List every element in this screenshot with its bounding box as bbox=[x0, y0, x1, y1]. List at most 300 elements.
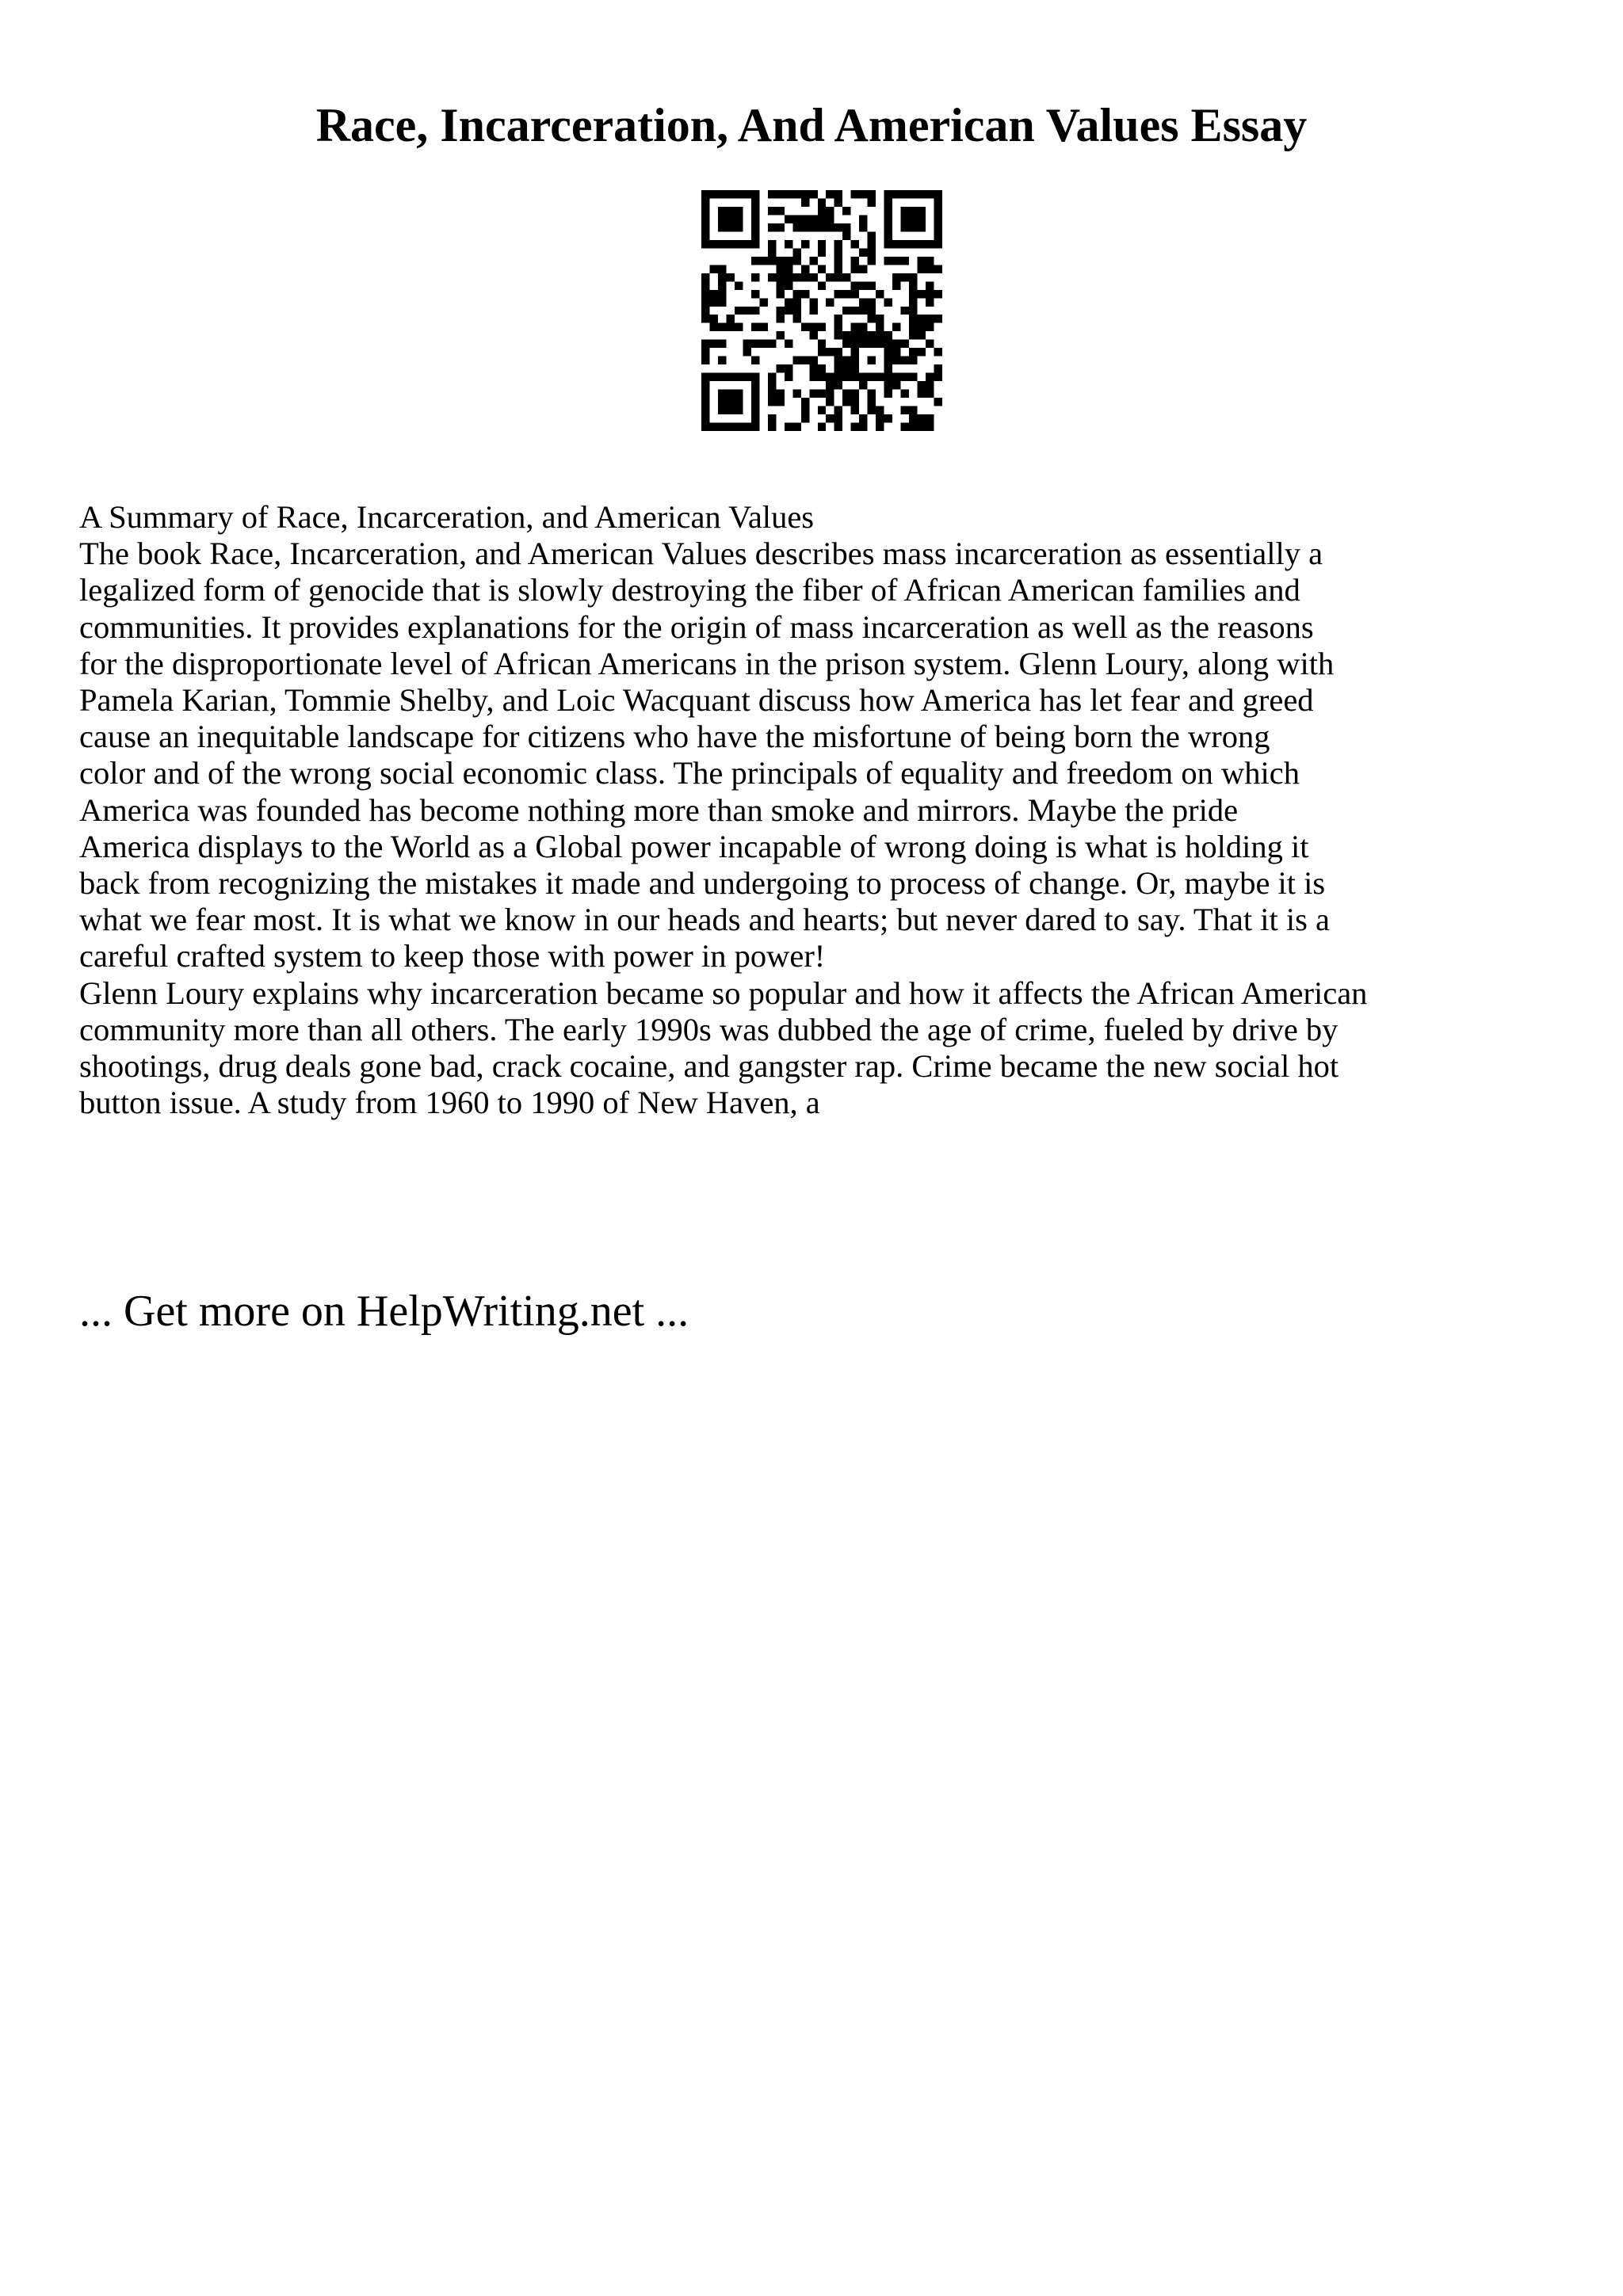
qr-module bbox=[901, 307, 909, 315]
qr-module bbox=[701, 298, 709, 306]
qr-module bbox=[818, 265, 826, 273]
qr-module bbox=[792, 273, 800, 281]
qr-module bbox=[709, 323, 717, 331]
qr-module bbox=[892, 340, 900, 348]
qr-module bbox=[768, 248, 776, 256]
qr-module bbox=[934, 198, 942, 206]
essay-line: back from recognizing the mistakes it made and undergoing to process of change. Or, maybe it is bbox=[79, 865, 1326, 902]
qr-module bbox=[768, 240, 776, 248]
essay-body bbox=[79, 499, 1585, 1121]
qr-module bbox=[934, 290, 942, 298]
qr-module bbox=[701, 207, 709, 215]
qr-module bbox=[751, 406, 759, 414]
qr-module bbox=[884, 215, 892, 223]
qr-module bbox=[868, 190, 876, 198]
qr-module bbox=[892, 281, 900, 289]
qr-module bbox=[801, 198, 809, 206]
qr-module bbox=[868, 357, 876, 364]
qr-module bbox=[892, 323, 900, 331]
qr-module bbox=[701, 406, 709, 414]
qr-module bbox=[934, 315, 942, 322]
qr-module bbox=[842, 398, 850, 406]
qr-module bbox=[826, 348, 834, 356]
qr-module bbox=[826, 373, 834, 381]
qr-module bbox=[909, 281, 917, 289]
essay-line: for the disproportionate level of African Americans in the prison system. Glenn Loury, along with bbox=[79, 645, 1335, 681]
qr-module bbox=[701, 373, 709, 381]
qr-module bbox=[901, 215, 909, 223]
qr-module bbox=[726, 390, 734, 398]
qr-module bbox=[901, 223, 909, 231]
qr-module bbox=[726, 207, 734, 215]
qr-module bbox=[918, 223, 926, 231]
qr-module bbox=[868, 340, 876, 348]
qr-module bbox=[751, 207, 759, 215]
qr-module bbox=[785, 273, 792, 281]
qr-module bbox=[776, 315, 784, 322]
qr-module bbox=[868, 398, 876, 406]
qr-module bbox=[868, 231, 876, 239]
qr-module bbox=[809, 390, 817, 398]
qr-module bbox=[818, 373, 826, 381]
essay-line: what we fear most. It is what we know in our heads and hearts; but never dared to say. That it is a bbox=[79, 902, 1330, 938]
qr-module bbox=[918, 348, 926, 356]
qr-module bbox=[818, 390, 826, 398]
qr-module bbox=[792, 298, 800, 306]
qr-module bbox=[718, 290, 726, 298]
qr-module bbox=[726, 423, 734, 431]
qr-module bbox=[743, 340, 750, 348]
qr-module bbox=[801, 190, 809, 198]
qr-module bbox=[892, 348, 900, 356]
qr-module bbox=[826, 190, 834, 198]
qr-module bbox=[859, 190, 867, 198]
qr-module bbox=[776, 273, 784, 281]
qr-module bbox=[818, 348, 826, 356]
qr-module bbox=[818, 340, 826, 348]
qr-module bbox=[851, 398, 859, 406]
qr-module bbox=[785, 340, 792, 348]
qr-module bbox=[851, 323, 859, 331]
qr-module bbox=[934, 190, 942, 198]
qr-module bbox=[892, 273, 900, 281]
qr-module bbox=[809, 364, 817, 372]
qr-module bbox=[818, 198, 826, 206]
qr-module bbox=[809, 307, 817, 315]
qr-module bbox=[918, 215, 926, 223]
qr-module bbox=[842, 340, 850, 348]
qr-module bbox=[851, 390, 859, 398]
qr-module bbox=[826, 381, 834, 389]
qr-module bbox=[701, 315, 709, 322]
qr-module bbox=[834, 198, 842, 206]
qr-module bbox=[768, 373, 776, 381]
qr-module bbox=[926, 190, 934, 198]
qr-module bbox=[884, 223, 892, 231]
qr-module bbox=[818, 215, 826, 223]
qr-module bbox=[842, 364, 850, 372]
qr-module bbox=[701, 290, 709, 298]
qr-module bbox=[785, 281, 792, 289]
qr-module bbox=[709, 190, 717, 198]
qr-module bbox=[726, 373, 734, 381]
qr-module bbox=[918, 315, 926, 322]
qr-module bbox=[859, 265, 867, 273]
qr-module bbox=[792, 290, 800, 298]
qr-module bbox=[901, 207, 909, 215]
qr-module bbox=[884, 357, 892, 364]
qr-module bbox=[751, 357, 759, 364]
qr-module bbox=[768, 273, 776, 281]
qr-module bbox=[751, 240, 759, 248]
qr-module bbox=[884, 414, 892, 422]
qr-module bbox=[785, 190, 792, 198]
qr-module bbox=[834, 406, 842, 414]
qr-module bbox=[809, 357, 817, 364]
qr-module bbox=[818, 423, 826, 431]
qr-module bbox=[876, 331, 884, 339]
qr-module bbox=[726, 406, 734, 414]
qr-module bbox=[718, 298, 726, 306]
qr-module bbox=[868, 406, 876, 414]
qr-module bbox=[868, 315, 876, 322]
qr-module bbox=[776, 190, 784, 198]
qr-module bbox=[868, 373, 876, 381]
qr-module bbox=[834, 357, 842, 364]
qr-module bbox=[834, 348, 842, 356]
qr-module bbox=[851, 240, 859, 248]
qr-module bbox=[918, 240, 926, 248]
qr-module bbox=[701, 348, 709, 356]
qr-module bbox=[801, 265, 809, 273]
qr-module bbox=[735, 281, 743, 289]
qr-module bbox=[934, 373, 942, 381]
qr-module bbox=[851, 265, 859, 273]
qr-module bbox=[901, 423, 909, 431]
qr-module bbox=[909, 348, 917, 356]
qr-module bbox=[776, 281, 784, 289]
qr-module bbox=[709, 265, 717, 273]
qr-module bbox=[701, 340, 709, 348]
qr-module bbox=[735, 423, 743, 431]
qr-module bbox=[701, 240, 709, 248]
qr-module bbox=[718, 207, 726, 215]
qr-module bbox=[776, 223, 784, 231]
qr-module bbox=[735, 323, 743, 331]
essay-line: Glenn Loury explains why incarceration became so popular and how it affects the African American bbox=[79, 974, 1368, 1011]
qr-module bbox=[926, 281, 934, 289]
qr-module bbox=[792, 223, 800, 231]
qr-module bbox=[876, 340, 884, 348]
qr-module bbox=[735, 307, 743, 315]
qr-module bbox=[926, 257, 934, 265]
qr-module bbox=[884, 207, 892, 215]
qr-module bbox=[909, 273, 917, 281]
qr-module bbox=[884, 190, 892, 198]
qr-module bbox=[751, 390, 759, 398]
qr-module bbox=[892, 257, 900, 265]
qr-module bbox=[901, 273, 909, 281]
qr-module bbox=[701, 273, 709, 281]
essay-line: button issue. A study from 1960 to 1990 of New Haven, a bbox=[79, 1085, 820, 1121]
qr-module bbox=[851, 340, 859, 348]
qr-module bbox=[868, 198, 876, 206]
qr-module bbox=[768, 381, 776, 389]
qr-module bbox=[892, 373, 900, 381]
qr-module bbox=[809, 190, 817, 198]
qr-module bbox=[892, 357, 900, 364]
qr-module bbox=[809, 323, 817, 331]
qr-module bbox=[751, 414, 759, 422]
qr-module bbox=[801, 273, 809, 281]
qr-module bbox=[701, 190, 709, 198]
qr-module bbox=[884, 331, 892, 339]
qr-module bbox=[759, 323, 767, 331]
qr-module bbox=[884, 257, 892, 265]
qr-module bbox=[801, 357, 809, 364]
qr-module bbox=[918, 381, 926, 389]
qr-module bbox=[834, 248, 842, 256]
qr-module bbox=[868, 298, 876, 306]
qr-module bbox=[701, 398, 709, 406]
qr-module bbox=[842, 207, 850, 215]
qr-module bbox=[701, 281, 709, 289]
qr-module bbox=[876, 406, 884, 414]
qr-module bbox=[918, 423, 926, 431]
get-more-link[interactable]: ... Get more on HelpWriting.net ... bbox=[79, 1287, 689, 1336]
qr-module bbox=[834, 190, 842, 198]
qr-module bbox=[792, 257, 800, 265]
qr-module bbox=[834, 373, 842, 381]
qr-module bbox=[909, 307, 917, 315]
qr-module bbox=[751, 381, 759, 389]
qr-module bbox=[842, 331, 850, 339]
qr-module bbox=[834, 323, 842, 331]
qr-module bbox=[826, 298, 834, 306]
qr-module bbox=[909, 406, 917, 414]
qr-module bbox=[743, 190, 750, 198]
qr-module bbox=[884, 348, 892, 356]
qr-module bbox=[884, 231, 892, 239]
qr-module bbox=[801, 414, 809, 422]
qr-module bbox=[726, 323, 734, 331]
qr-module bbox=[859, 323, 867, 331]
qr-module bbox=[735, 223, 743, 231]
qr-module bbox=[884, 340, 892, 348]
qr-module bbox=[859, 298, 867, 306]
qr-module bbox=[826, 207, 834, 215]
qr-module bbox=[934, 215, 942, 223]
qr-module bbox=[809, 298, 817, 306]
qr-module bbox=[884, 298, 892, 306]
qr-module bbox=[851, 331, 859, 339]
qr-module bbox=[701, 198, 709, 206]
qr-module bbox=[868, 307, 876, 315]
qr-module bbox=[851, 348, 859, 356]
qr-module bbox=[909, 215, 917, 223]
qr-module bbox=[785, 307, 792, 315]
qr-module bbox=[809, 215, 817, 223]
qr-module bbox=[751, 398, 759, 406]
qr-module bbox=[926, 315, 934, 322]
qr-module bbox=[926, 265, 934, 273]
qr-module bbox=[751, 215, 759, 223]
qr-module bbox=[776, 398, 784, 406]
qr-module bbox=[718, 265, 726, 273]
qr-module bbox=[909, 423, 917, 431]
qr-module bbox=[751, 323, 759, 331]
qr-module bbox=[743, 240, 750, 248]
qr-module bbox=[859, 414, 867, 422]
qr-module bbox=[842, 273, 850, 281]
qr-module bbox=[785, 373, 792, 381]
qr-module bbox=[726, 240, 734, 248]
qr-module bbox=[759, 340, 767, 348]
qr-module bbox=[818, 323, 826, 331]
qr-module bbox=[909, 298, 917, 306]
qr-module bbox=[918, 290, 926, 298]
qr-module bbox=[909, 290, 917, 298]
qr-module bbox=[751, 231, 759, 239]
qr-module bbox=[785, 240, 792, 248]
qr-module bbox=[809, 373, 817, 381]
qr-module bbox=[851, 290, 859, 298]
qr-module bbox=[859, 248, 867, 256]
qr-module bbox=[876, 423, 884, 431]
qr-module bbox=[842, 390, 850, 398]
qr-module bbox=[776, 290, 784, 298]
qr-module bbox=[884, 198, 892, 206]
qr-module bbox=[884, 381, 892, 389]
qr-module bbox=[842, 223, 850, 231]
qr-module bbox=[792, 423, 800, 431]
qr-module bbox=[701, 223, 709, 231]
qr-module bbox=[785, 265, 792, 273]
qr-module bbox=[768, 340, 776, 348]
qr-module bbox=[909, 190, 917, 198]
qr-module bbox=[926, 340, 934, 348]
qr-module bbox=[892, 381, 900, 389]
qr-module bbox=[834, 290, 842, 298]
qr-module bbox=[868, 390, 876, 398]
essay-line: legalized form of genocide that is slowly destroying the fiber of African American families and bbox=[79, 572, 1300, 608]
qr-module bbox=[901, 240, 909, 248]
qr-module bbox=[735, 373, 743, 381]
qr-module bbox=[792, 390, 800, 398]
qr-module bbox=[842, 373, 850, 381]
qr-module bbox=[818, 207, 826, 215]
qr-module bbox=[834, 423, 842, 431]
qr-module bbox=[876, 323, 884, 331]
qr-module bbox=[809, 257, 817, 265]
qr-module bbox=[926, 298, 934, 306]
qr-module bbox=[792, 248, 800, 256]
qr-module bbox=[801, 215, 809, 223]
qr-module bbox=[926, 423, 934, 431]
qr-module bbox=[718, 273, 726, 281]
qr-module bbox=[909, 373, 917, 381]
qr-module bbox=[859, 373, 867, 381]
qr-module bbox=[718, 190, 726, 198]
qr-module bbox=[901, 357, 909, 364]
qr-module bbox=[851, 257, 859, 265]
qr-module bbox=[718, 423, 726, 431]
qr-module bbox=[726, 398, 734, 406]
qr-module bbox=[884, 390, 892, 398]
qr-module bbox=[735, 406, 743, 414]
qr-module bbox=[851, 406, 859, 414]
qr-module bbox=[701, 231, 709, 239]
qr-module bbox=[926, 390, 934, 398]
qr-module bbox=[934, 231, 942, 239]
qr-module bbox=[709, 298, 717, 306]
qr-module bbox=[884, 364, 892, 372]
essay-line: careful crafted system to keep those with power in power! bbox=[79, 938, 826, 974]
qr-module bbox=[709, 340, 717, 348]
qr-module bbox=[735, 215, 743, 223]
qr-module bbox=[918, 207, 926, 215]
qr-module bbox=[868, 257, 876, 265]
qr-module bbox=[842, 357, 850, 364]
qr-module bbox=[901, 390, 909, 398]
qr-module bbox=[768, 190, 776, 198]
qr-module bbox=[901, 257, 909, 265]
qr-module bbox=[809, 223, 817, 231]
qr-module bbox=[776, 207, 784, 215]
qr-module bbox=[868, 331, 876, 339]
qr-module bbox=[926, 240, 934, 248]
qr-module bbox=[926, 381, 934, 389]
qr-module bbox=[785, 257, 792, 265]
qr-module bbox=[785, 423, 792, 431]
essay-line: Pamela Karian, Tommie Shelby, and Loic Wacquant discuss how America has let fear and greed bbox=[79, 682, 1314, 719]
qr-module bbox=[718, 281, 726, 289]
essay-line: America was founded has become nothing more than smoke and mirrors. Maybe the pride bbox=[79, 791, 1239, 828]
qr-module bbox=[735, 190, 743, 198]
qr-module bbox=[876, 414, 884, 422]
qr-module bbox=[934, 348, 942, 356]
qr-module bbox=[934, 364, 942, 372]
qr-module bbox=[834, 381, 842, 389]
qr-module bbox=[726, 315, 734, 322]
qr-module bbox=[809, 273, 817, 281]
qr-module bbox=[918, 190, 926, 198]
qr-module bbox=[701, 215, 709, 223]
qr-module bbox=[918, 414, 926, 422]
qr-module bbox=[701, 423, 709, 431]
qr-module bbox=[851, 281, 859, 289]
qr-module bbox=[826, 223, 834, 231]
qr-module bbox=[859, 423, 867, 431]
qr-module bbox=[751, 198, 759, 206]
qr-module bbox=[934, 265, 942, 273]
qr-module bbox=[735, 207, 743, 215]
qr-module bbox=[751, 423, 759, 431]
qr-module bbox=[709, 290, 717, 298]
qr-module bbox=[926, 323, 934, 331]
qr-module bbox=[792, 215, 800, 223]
qr-module bbox=[776, 364, 784, 372]
qr-module bbox=[776, 390, 784, 398]
qr-module bbox=[743, 423, 750, 431]
qr-module bbox=[859, 223, 867, 231]
qr-module bbox=[918, 390, 926, 398]
qr-module bbox=[826, 398, 834, 406]
qr-module bbox=[851, 364, 859, 372]
qr-module bbox=[826, 414, 834, 422]
qr-module bbox=[926, 290, 934, 298]
qr-module bbox=[751, 340, 759, 348]
